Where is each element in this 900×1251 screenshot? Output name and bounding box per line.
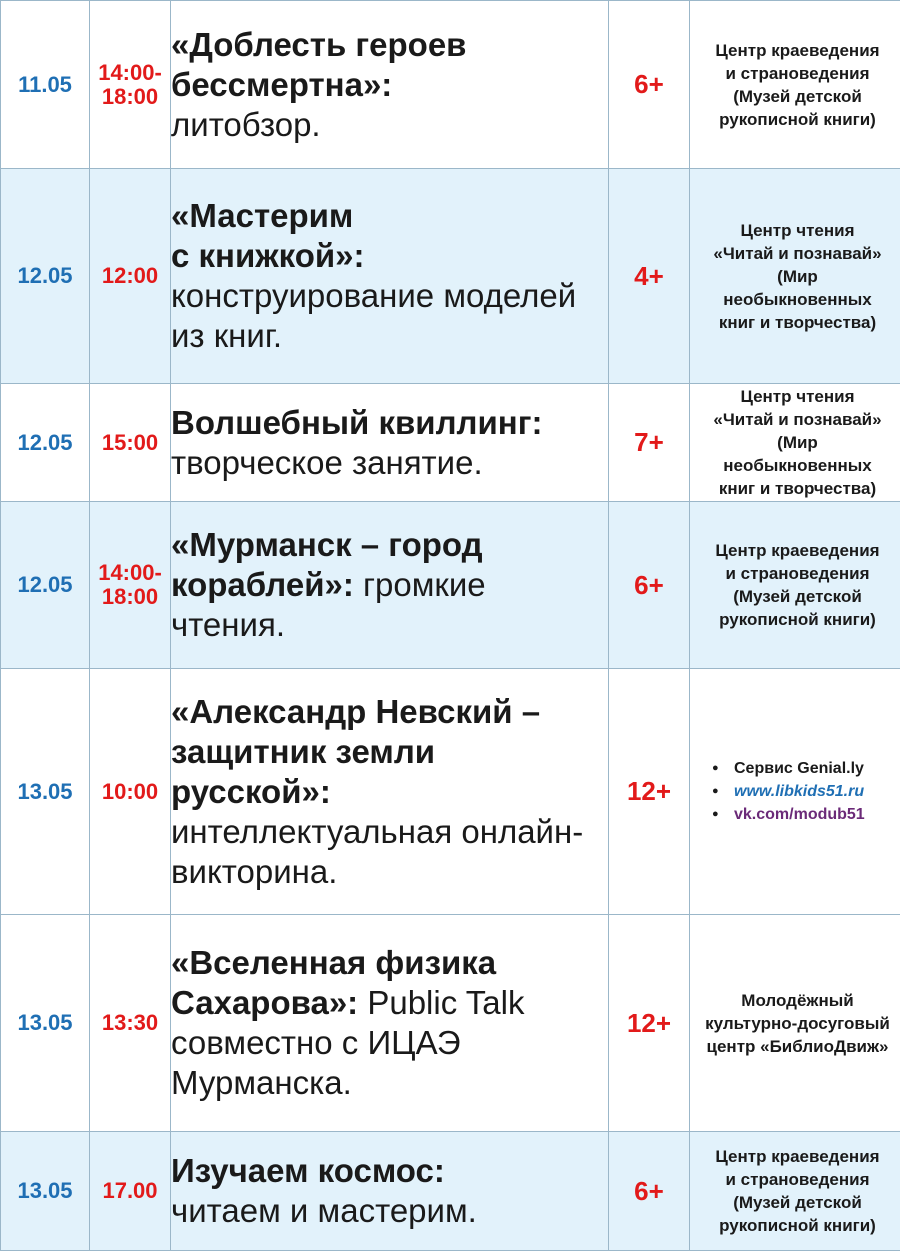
place-line: (Музей детской <box>690 85 900 108</box>
event-title <box>171 1 609 169</box>
place-line: (Музей детской <box>690 585 900 608</box>
event-time <box>90 1 171 169</box>
title-bold: «Доблесть героев <box>171 26 466 63</box>
age-rating: 12+ <box>609 915 690 1132</box>
event-date: 13.05 <box>1 1132 90 1251</box>
age-rating: 6+ <box>609 1132 690 1251</box>
event-date: 13.05 <box>1 669 90 915</box>
title-bold: русской»: <box>171 773 331 810</box>
place-line: необыкновенных <box>690 454 900 477</box>
link-libkids51[interactable]: ● www.libkids51.ru <box>710 780 900 803</box>
age-rating: 4+ <box>609 169 690 384</box>
place-line: Центр чтения <box>690 385 900 408</box>
title-bold: с книжкой»: <box>171 237 365 274</box>
table-row <box>1 915 900 1132</box>
event-place <box>690 1132 900 1251</box>
title-description: читаем и мастерим. <box>171 1192 477 1229</box>
title-description: громкие чтения. <box>171 566 486 643</box>
place-line: рукописной книги) <box>690 108 900 131</box>
event-links <box>690 669 900 915</box>
event-title <box>171 915 609 1132</box>
event-time <box>90 169 171 384</box>
event-time <box>90 502 171 669</box>
event-time <box>90 669 171 915</box>
time-line: 14:00- <box>90 61 170 85</box>
age-rating: 12+ <box>609 669 690 915</box>
place-line: Молодёжный <box>690 989 900 1012</box>
event-time <box>90 915 171 1132</box>
title-description: творческое занятие. <box>171 444 483 481</box>
event-title <box>171 669 609 915</box>
title-bold: Изучаем космос: <box>171 1152 445 1189</box>
place-line: центр «БиблиоДвиж» <box>690 1035 900 1058</box>
place-line: (Мир <box>690 431 900 454</box>
place-line: «Читай и познавай» <box>690 242 900 265</box>
link-genially[interactable]: ● Сервис Genial.ly <box>710 757 900 780</box>
event-title <box>171 502 609 669</box>
time-line: 17.00 <box>90 1179 170 1203</box>
event-time <box>90 1132 171 1251</box>
table-row <box>1 169 900 384</box>
event-date: 12.05 <box>1 384 90 502</box>
event-place <box>690 169 900 384</box>
table-row <box>1 669 900 915</box>
place-line: Центр краеведения <box>690 39 900 62</box>
title-description: Public Talk совместно с ИЦАЭ Мурманска. <box>171 984 524 1101</box>
age-rating: 6+ <box>609 502 690 669</box>
place-line: «Читай и познавай» <box>690 408 900 431</box>
title-description: конструирование моделей из книг. <box>171 277 576 354</box>
table-row <box>1 502 900 669</box>
event-title <box>171 169 609 384</box>
time-line: 10:00 <box>90 780 170 804</box>
age-rating: 7+ <box>609 384 690 502</box>
event-date: 12.05 <box>1 169 90 384</box>
title-bold: защитник земли <box>171 733 435 770</box>
place-line: и страноведения <box>690 562 900 585</box>
place-line: культурно-досуговый <box>690 1012 900 1035</box>
title-description: интеллектуальная онлайн-викторина. <box>171 813 583 890</box>
place-line: книг и творчества) <box>690 311 900 334</box>
title-bold: Волшебный квиллинг: <box>171 404 542 441</box>
place-line: книг и творчества) <box>690 477 900 500</box>
table-row <box>1 384 900 502</box>
place-line: рукописной книги) <box>690 608 900 631</box>
event-place <box>690 915 900 1132</box>
time-line: 15:00 <box>90 431 170 455</box>
place-line: и страноведения <box>690 1168 900 1191</box>
event-date: 12.05 <box>1 502 90 669</box>
time-line: 18:00 <box>90 85 170 109</box>
event-place <box>690 1 900 169</box>
title-description: литобзор. <box>171 106 321 143</box>
time-line: 14:00- <box>90 561 170 585</box>
place-line: (Музей детской <box>690 1191 900 1214</box>
time-line: 12:00 <box>90 264 170 288</box>
event-date: 11.05 <box>1 1 90 169</box>
title-bold: кораблей»: <box>171 566 354 603</box>
table-row <box>1 1 900 169</box>
place-line: и страноведения <box>690 62 900 85</box>
table-row <box>1 1132 900 1251</box>
links-list <box>690 757 900 826</box>
event-title <box>171 384 609 502</box>
place-line: необыкновенных <box>690 288 900 311</box>
time-line: 13:30 <box>90 1011 170 1035</box>
link-vk-modub51[interactable]: ● vk.com/modub51 <box>710 803 900 826</box>
age-rating: 6+ <box>609 1 690 169</box>
time-line: 18:00 <box>90 585 170 609</box>
place-line: Центр краеведения <box>690 539 900 562</box>
title-bold: Сахарова»: <box>171 984 358 1021</box>
place-line: Центр чтения <box>690 219 900 242</box>
event-time <box>90 384 171 502</box>
place-line: Центр краеведения <box>690 1145 900 1168</box>
event-title <box>171 1132 609 1251</box>
title-bold: бессмертна»: <box>171 66 392 103</box>
place-line: (Мир <box>690 265 900 288</box>
event-place <box>690 384 900 502</box>
title-bold: «Мастерим <box>171 197 353 234</box>
event-date: 13.05 <box>1 915 90 1132</box>
place-line: рукописной книги) <box>690 1214 900 1237</box>
title-bold: «Мурманск – город <box>171 526 483 563</box>
title-bold: «Александр Невский – <box>171 693 540 730</box>
event-place <box>690 502 900 669</box>
title-bold: «Вселенная физика <box>171 944 496 981</box>
